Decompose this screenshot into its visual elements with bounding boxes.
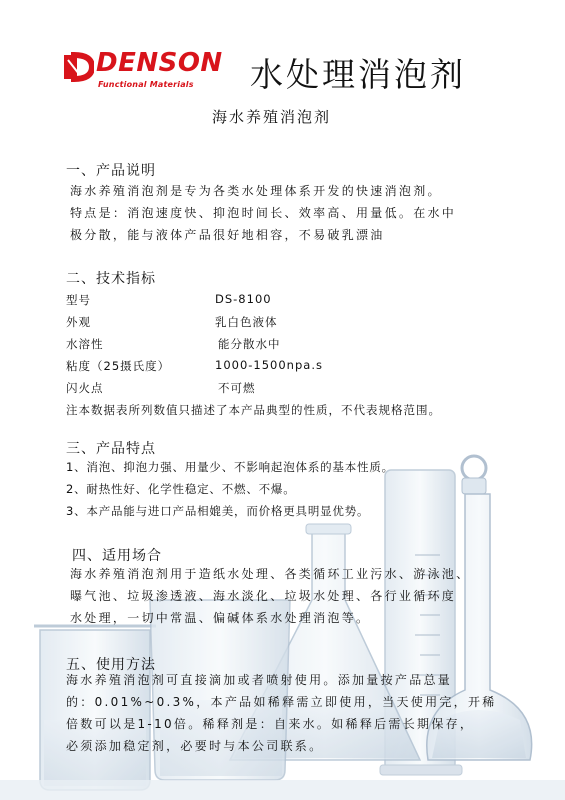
text-line: 倍数可以是1-10倍。稀释剂是：自来水。如稀释后需长期保存，: [66, 717, 475, 731]
section-applications-body: [70, 563, 510, 629]
text-line: 必须添加稳定剂，必要时与本公司联系。: [66, 739, 324, 753]
section-heading-specs: 二、技术指标: [66, 271, 156, 287]
text-line: 曝气池、垃圾渗透液、海水淡化、垃圾水处理、各行业循环度: [70, 589, 457, 603]
section-heading-description: 一、产品说明: [66, 163, 156, 179]
spec-label: 水溶性: [66, 337, 104, 351]
text-line: 特点是：消泡速度快、抑泡时间长、效率高、用量低。在水中: [70, 206, 457, 220]
brand-tagline: Functional Materials: [98, 80, 194, 89]
spec-value: DS-8100: [215, 292, 272, 306]
spec-value: 1000-1500npa.s: [215, 358, 323, 372]
section-heading-applications: 四、适用场合: [72, 548, 162, 564]
features-list: [66, 456, 506, 522]
section-heading-features: 三、产品特点: [66, 441, 156, 457]
spec-value: 能分散水中: [218, 337, 281, 351]
spec-value: 乳白色液体: [215, 315, 278, 329]
spec-note: 注本数据表所列数值只描述了本产品典型的性质，不代表规格范围。: [66, 403, 441, 417]
text-line: 水处理，一切中常温、偏碱体系水处理消泡等。: [70, 611, 371, 625]
text-line: 海水养殖消泡剂用于造纸水处理、各类循环工业污水、游泳池、: [70, 567, 471, 581]
section-description-body: [70, 180, 510, 246]
list-item: 3、本产品能与进口产品相媲美，而价格更具明显优势。: [66, 504, 370, 518]
spec-label: 外观: [66, 315, 91, 329]
text-line: 海水养殖消泡剂可直接滴加或者喷射使用。添加量按产品总量: [66, 673, 453, 687]
spec-label: 粘度（25摄氏度）: [66, 359, 171, 373]
list-item: 2、耐热性好、化学性稳定、不燃、不爆。: [66, 482, 296, 496]
spec-value: 不可燃: [218, 381, 256, 395]
brand-name: DENSON: [96, 48, 223, 78]
page-title: 水处理消泡剂: [250, 55, 466, 94]
spec-label: 型号: [66, 293, 91, 307]
brand-logo: [62, 50, 252, 96]
text-line: 极分散，能与液体产品很好地相容，不易破乳漂油: [70, 228, 385, 242]
text-line: 海水养殖消泡剂是专为各类水处理体系开发的快速消泡剂。: [70, 184, 442, 198]
spec-label: 闪火点: [66, 381, 104, 395]
section-usage-body: [66, 669, 506, 757]
text-line: 的：0.01%~0.3%，本产品如稀释需立即使用，当天使用完，开稀: [66, 695, 497, 709]
section-heading-usage: 五、使用方法: [66, 657, 156, 673]
page-subtitle: 海水养殖消泡剂: [212, 108, 332, 126]
logo-mark-icon: [62, 52, 94, 82]
list-item: 1、消泡、抑泡力强、用量少、不影响起泡体系的基本性质。: [66, 460, 394, 474]
